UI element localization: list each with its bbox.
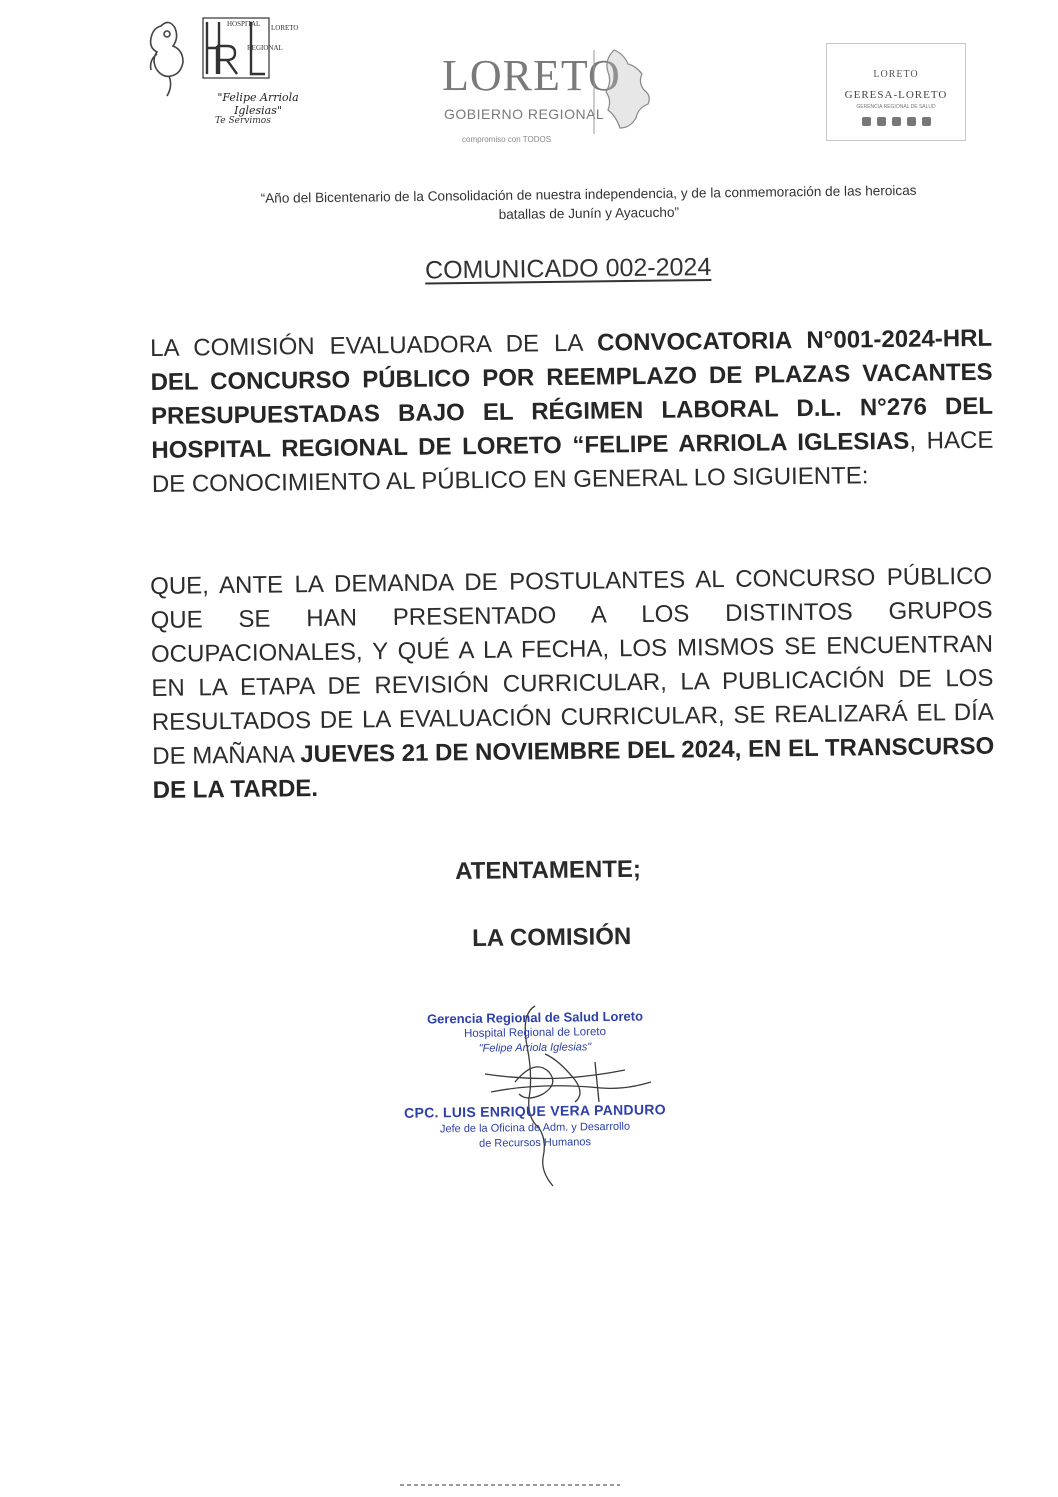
closing-salutation: ATENTAMENTE; <box>455 855 642 885</box>
stamp-line-1: Gerencia Regional de Salud Loreto <box>426 1008 644 1027</box>
hospital-motto: "Felipe Arriola Iglesias" <box>217 91 299 117</box>
stamp-line-3: "Felipe Arriola Iglesias" <box>478 1041 592 1055</box>
signatory-role-2: de Recursos Humanos <box>478 1136 592 1150</box>
loreto-logo <box>440 40 660 150</box>
loreto-map-icon <box>590 42 660 142</box>
paragraph-1-rest: , HACE DE CONOCIMIENTO AL PÚBLICO EN GENERAL LO SIGUIENTE: <box>151 426 994 498</box>
loreto-logo-name: LORETO <box>442 51 621 100</box>
signatory-name: CPC. LUIS ENRIQUE VERA PANDURO <box>403 1101 667 1121</box>
official-stamp <box>395 1002 675 1192</box>
paragraph-2-text: QUE, ANTE LA DEMANDA DE POSTULANTES AL CONCURSO PÚBLICO QUE SE HAN PRESENTADO A LOS DISTINTOS GRUPOS OCUPACIONALES, Y QUÉ A LA FECHA, LOS MISMOS SE ENCUENTRAN EN LA ETAPA DE REVISIÓN CURRICULAR, LA PUBLICACIÓN DE LOS RESULTADOS DE LA EVALUACIÓN CURRICULAR, SE REALIZARÁ EL DÍA DE MAÑANA <box>150 562 994 770</box>
closing-signatory: LA COMISIÓN <box>472 923 632 952</box>
paragraph-2-bold: JUEVES 21 DE NOVIEMBRE DEL 2024, EN EL TRANSCURSO DE LA TARDE. <box>152 732 995 804</box>
geresa-logo-top: LORETO <box>873 69 919 80</box>
stamp-line-2: Hospital Regional de Loreto <box>463 1026 607 1040</box>
paragraph-convocatoria <box>150 322 994 502</box>
signatory-role-1: Jefe de la Oficina de Adm. y Desarrollo <box>439 1120 631 1136</box>
year-motto-line-1: “Año del Bicentenario de la Consolidación de nuestra independencia, y de la conmemoración de las heroicas <box>260 182 917 206</box>
loreto-logo-slogan: compromiso con TODOS <box>462 135 552 144</box>
paragraph-announcement <box>150 560 995 808</box>
geresa-logo-small: GERENCIA REGIONAL DE SALUD <box>856 104 936 110</box>
geresa-logo-main: GERESA-LORETO <box>844 89 948 101</box>
year-motto <box>166 180 1011 228</box>
document-title: COMUNICADO 002-2024 <box>424 252 712 285</box>
year-motto-line-2: batallas de Junín y Ayacucho” <box>498 204 680 222</box>
geresa-symbols-icon <box>860 114 936 128</box>
hospital-tagline: Te Servimos <box>215 116 271 126</box>
bottom-scan-line <box>400 1484 620 1486</box>
paragraph-1-intro: LA COMISIÓN EVALUADORA DE LA <box>150 329 598 362</box>
paragraph-1-bold: CONVOCATORIA N°001-2024-HRL DEL CONCURSO PÚBLICO POR REEMPLAZO DE PLAZAS VACANTES PRESUPUESTADAS BAJO EL RÉGIMEN LABORAL D.L. N°276 DEL HOSPITAL REGIONAL DE LORETO “FELIPE ARRIOLA IGLESIAS <box>150 324 994 464</box>
loreto-logo-subtitle: GOBIERNO REGIONAL <box>444 106 605 122</box>
hospital-logo: HOSPITAL REGIONAL LORETO "Felipe Arriola Iglesias" Te Servimos <box>143 14 343 139</box>
geresa-logo <box>826 43 966 141</box>
